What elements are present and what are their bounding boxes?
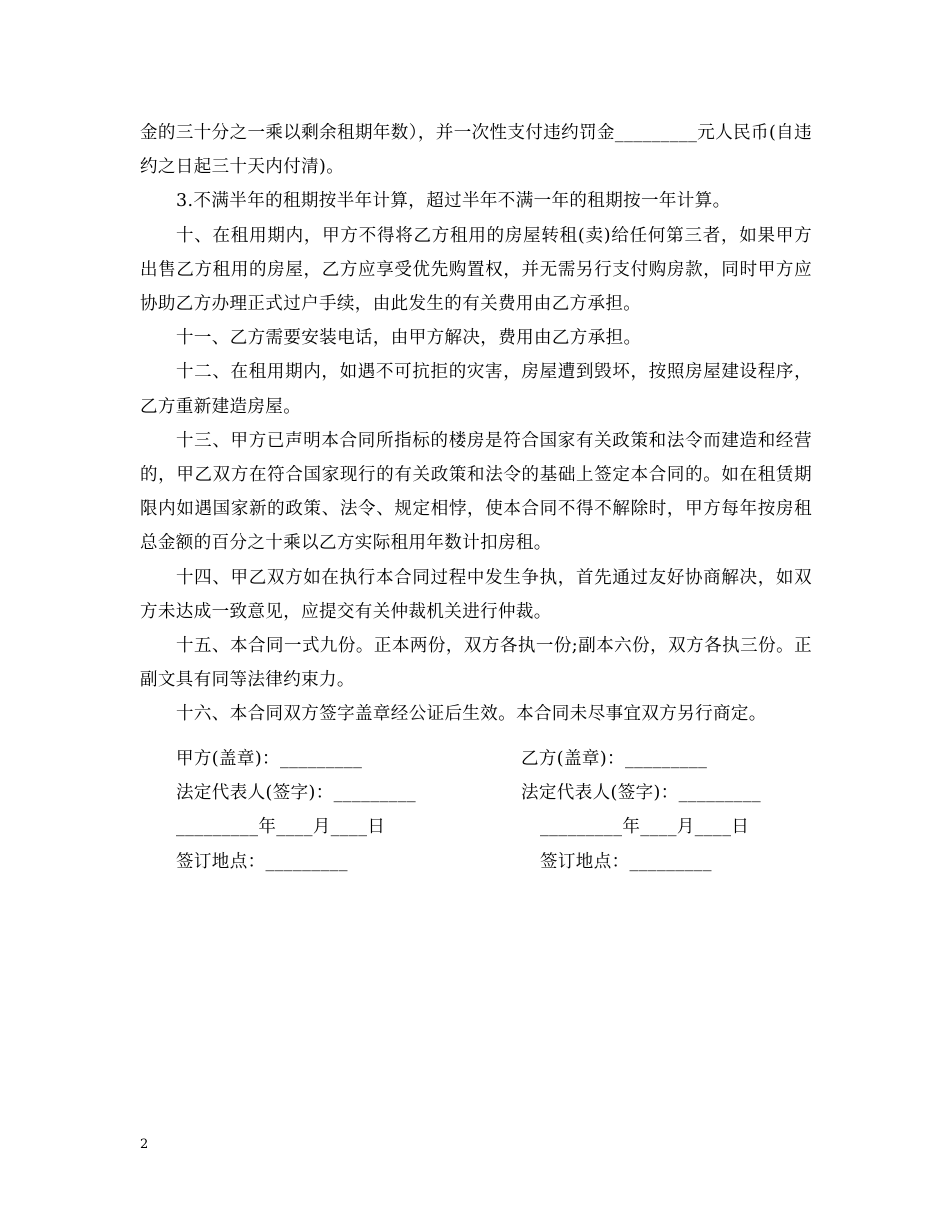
signature-block: [140, 742, 840, 879]
party-b-seal-field: 乙方(盖章)：_________: [521, 749, 708, 769]
party-b-date-field: _________年____月____日: [540, 817, 750, 838]
party-b-representative-field: 法定代表人(签字)：_________: [521, 783, 762, 804]
signature-row-date: [140, 810, 840, 844]
paragraph-penalty-continuation: 金的三十分之一乘以剩余租期年数），并一次性支付违约罚金_________元人民币(自违约之日起三十天内付清)。: [140, 123, 812, 178]
signature-row-place: [140, 845, 840, 879]
signature-row-representative: [140, 776, 840, 810]
paragraph-article-11: 十一、乙方需要安装电话，由甲方解决，费用由乙方承担。: [176, 328, 642, 349]
party-a-representative-field: 法定代表人(签字)：_________: [176, 783, 417, 804]
paragraph-article-16: 十六、本合同双方签字盖章经公证后生效。本合同未尽事宜双方另行商定。: [176, 704, 767, 725]
party-b-place-field: 签订地点：_________: [540, 851, 712, 872]
party-a-date-field: _________年____月____日: [176, 817, 386, 838]
contract-body: [140, 116, 812, 732]
paragraph-article-13: 十三、甲方已声明本合同所指标的楼房是符合国家有关政策和法令而建造和经营的，甲乙双方在符合国家现行的有关政策和法令的基础上签定本合同的。如在租赁期限内如遇国家新的政策、法令、规定相悖，使本合同不得不解除时，甲方每年按房租总金额的百分之十乘以乙方实际租用年数计扣房租。: [140, 430, 812, 554]
page-number: 2: [140, 1137, 149, 1152]
party-a-seal-field: 甲方(盖章)：_________: [176, 749, 363, 769]
signature-row-seal: [140, 742, 840, 776]
paragraph-clause-3: 3.不满半年的租期按半年计算，超过半年不满一年的租期按一年计算。: [176, 191, 731, 212]
paragraph-article-15: 十五、本合同一式九份。正本两份，双方各执一份;副本六份，双方各执三份。正副文具有同等法律约束力。: [140, 636, 812, 691]
paragraph-article-14: 十四、甲乙双方如在执行本合同过程中发生争执，首先通过友好协商解决，如双方未达成一致意见，应提交有关仲裁机关进行仲裁。: [140, 567, 812, 622]
party-a-place-field: 签订地点：_________: [176, 851, 348, 872]
paragraph-article-12: 十二、在租用期内，如遇不可抗拒的灾害，房屋遭到毁坏，按照房屋建设程序，乙方重新建造房屋。: [140, 362, 812, 417]
paragraph-article-10: 十、在租用期内，甲方不得将乙方租用的房屋转租(卖)给任何第三者，如果甲方出售乙方租用的房屋，乙方应享受优先购置权，并无需另行支付购房款，同时甲方应协助乙方办理正式过户手续，由此发生的有关费用由乙方承担。: [140, 225, 812, 315]
